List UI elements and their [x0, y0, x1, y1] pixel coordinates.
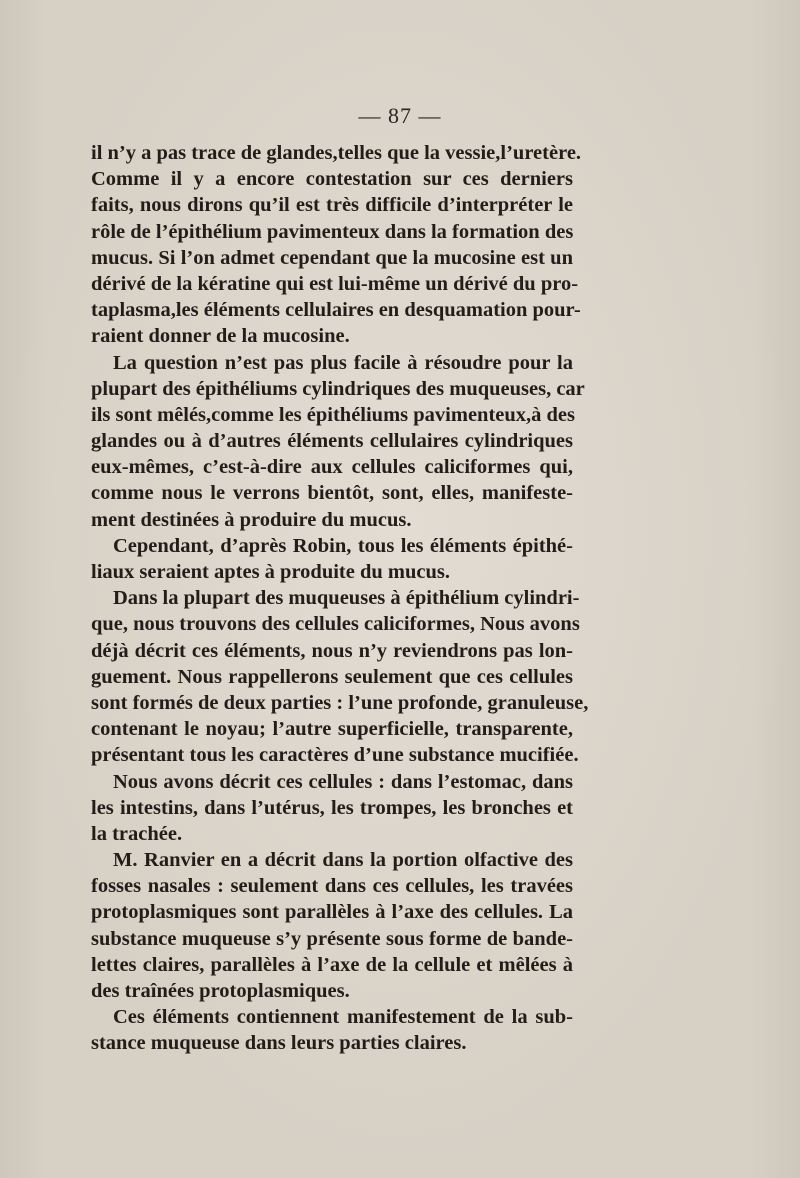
- text-line: contenant le noyau; l’autre superficielle, transparente,: [91, 718, 573, 741]
- text-line: guement. Nous rappellerons seulement que ces cellules: [91, 665, 573, 688]
- text-line: Ces éléments contiennent manifestement de la sub-: [113, 1006, 573, 1029]
- text-line: les intestins, dans l’utérus, les trompes, les bronches et: [91, 796, 573, 819]
- paragraph: [91, 769, 573, 848]
- page-number: — 87 —: [358, 103, 442, 128]
- text-line: présentant tous les caractères d’une substance mucifiée.: [91, 744, 579, 767]
- paragraph: [91, 533, 573, 585]
- text-line: stance muqueuse dans leurs parties claires.: [91, 1032, 467, 1055]
- text-line: que, nous trouvons des cellules caliciformes, Nous avons: [91, 613, 580, 636]
- text-line: la trachée.: [91, 822, 183, 845]
- text-line: taplasma,les éléments cellulaires en desquamation pour-: [91, 299, 581, 322]
- text-line: protoplasmiques sont parallèles à l’axe des cellules. La: [91, 901, 573, 924]
- text-line: raient donner de la mucosine.: [91, 325, 350, 348]
- text-line: il n’y a pas trace de glandes,telles que la vessie,l’uretère.: [91, 142, 582, 164]
- text-line: lettes claires, parallèles à l’axe de la cellule et mêlées à: [91, 953, 573, 976]
- text-line: Nous avons décrit ces cellules : dans l’estomac, dans: [113, 770, 573, 793]
- text-line: La question n’est pas plus facile à résoudre pour la: [113, 351, 573, 374]
- paragraph: [91, 140, 582, 350]
- paragraph: [91, 585, 589, 768]
- text-line: ment destinées à produire du mucus.: [91, 508, 412, 531]
- text-line: eux-mêmes, c’est-à-dire aux cellules caliciformes qui,: [91, 456, 573, 479]
- text-line: substance muqueuse s’y présente sous forme de bande-: [91, 927, 573, 950]
- paragraph: [91, 1004, 573, 1056]
- text-line: liaux seraient aptes à produite du mucus.: [91, 561, 450, 583]
- text-line: comme nous le verrons bientôt, sont, elles, manifeste-: [91, 482, 573, 505]
- paragraph: [91, 847, 573, 1004]
- text-line: des traînées protoplasmiques.: [91, 980, 350, 1002]
- text-line: Comme il y a encore contestation sur ces derniers: [91, 168, 573, 191]
- text-line: Cependant, d’après Robin, tous les éléments épithé-: [113, 534, 573, 557]
- body-text: [91, 140, 589, 1057]
- text-line: ils sont mêlés,comme les épithéliums pavimenteux,à des: [91, 403, 575, 426]
- text-line: Dans la plupart des muqueuses à épithélium cylindri-: [113, 587, 580, 610]
- text-line: faits, nous dirons qu’il est très difficile d’interpréter le: [91, 194, 573, 217]
- text-line: déjà décrit ces éléments, nous n’y reviendrons pas lon-: [91, 639, 573, 662]
- text-line: plupart des épithéliums cylindriques des muqueuses, car: [91, 377, 585, 400]
- text-line: rôle de l’épithélium pavimenteux dans la formation des: [91, 220, 574, 243]
- text-line: M. Ranvier en a décrit dans la portion olfactive des: [113, 849, 573, 872]
- text-line: mucus. Si l’on admet cependant que la mucosine est un: [91, 246, 573, 269]
- text-line: sont formés de deux parties : l’une profonde, granuleuse,: [91, 691, 589, 714]
- paragraph: [91, 350, 585, 533]
- text-line: fosses nasales : seulement dans ces cellules, les travées: [91, 875, 573, 898]
- text-line: dérivé de la kératine qui est lui-même un dérivé du pro-: [91, 272, 579, 295]
- text-line: glandes ou à d’autres éléments cellulaires cylindriques: [91, 430, 573, 453]
